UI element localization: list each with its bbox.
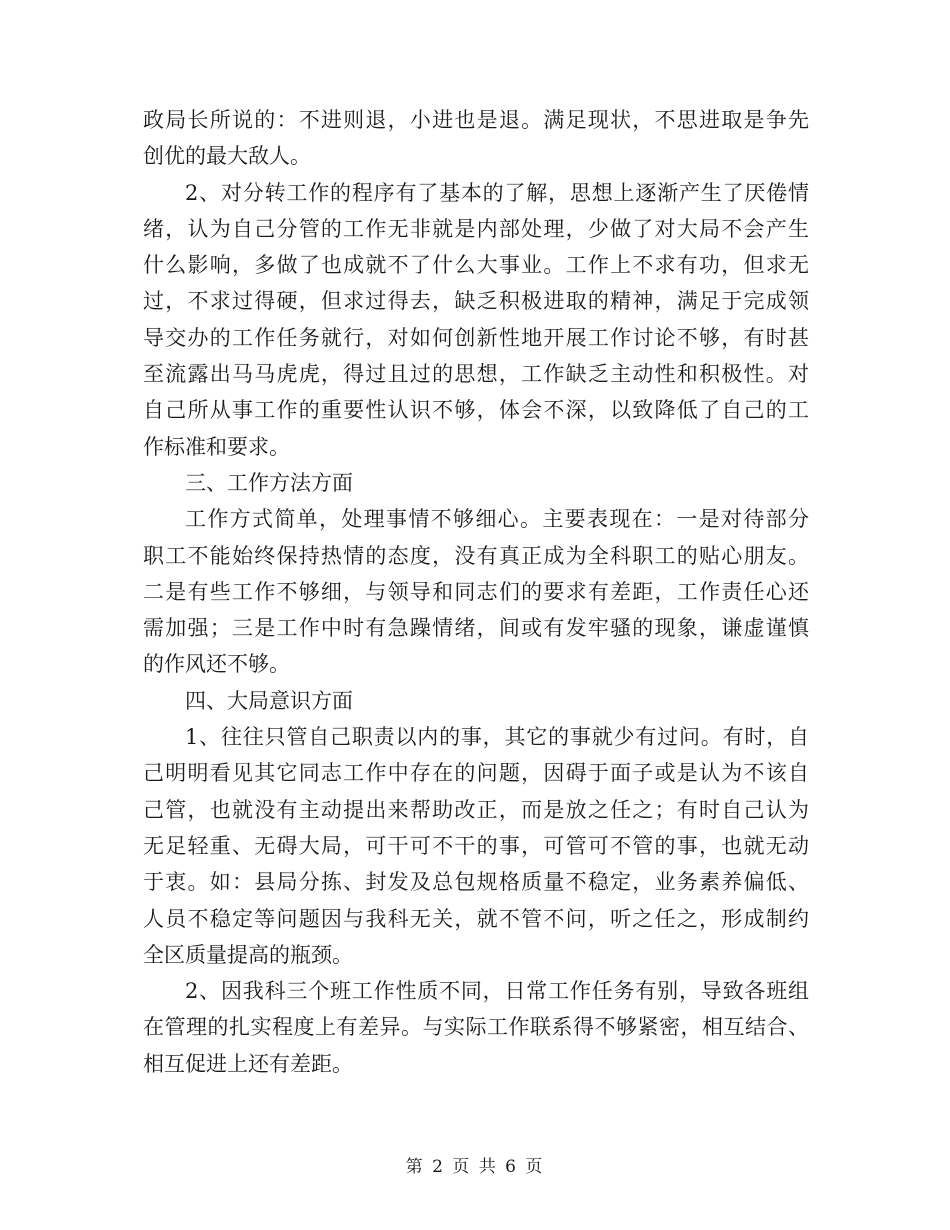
text-line: 四、大局意识方面 xyxy=(185,688,353,713)
text-line: 职工不能始终保持热情的态度，没有真正成为全科职工的贴心朋友。 xyxy=(143,543,809,568)
text-line: 己管，也就没有主动提出来帮助改正，而是放之任之；有时自己认为 xyxy=(143,797,809,822)
text-line: 己明明看见其它同志工作中存在的问题，因碍于面子或是认为不该自 xyxy=(143,761,809,786)
page-number-footer: 第 2 页 共 6 页 xyxy=(405,1157,545,1177)
text-line: 无足轻重、无碍大局，可干可不干的事，可管可不管的事，也就无动 xyxy=(143,833,809,858)
text-line: 需加强；三是工作中时有急躁情绪，间或有发牢骚的现象，谦虚谨慎 xyxy=(143,616,809,641)
text-line: 导交办的工作任务就行，对如何创新性地开展工作讨论不够，有时甚 xyxy=(143,325,809,350)
text-line: 相互促进上还有差距。 xyxy=(143,1051,353,1076)
text-line: 于衷。如：县局分拣、封发及总包规格质量不稳定，业务素养偏低、 xyxy=(143,870,809,895)
text-line: 在管理的扎实程度上有差异。与实际工作联系得不够紧密，相互结合、 xyxy=(143,1015,809,1040)
text-line: 至流露出马马虎虎，得过且过的思想，工作缺乏主动性和积极性。对 xyxy=(143,362,809,387)
text-line: 过，不求过得硬，但求过得去，缺乏积极进取的精神，满足于完成领 xyxy=(143,289,809,314)
text-line: 的作风还不够。 xyxy=(143,652,290,677)
text-line: 什么影响，多做了也成就不了什么大事业。工作上不求有功，但求无 xyxy=(143,253,809,278)
text-line: 工作方式简单，处理事情不够细心。主要表现在：一是对待部分 xyxy=(185,507,809,532)
text-line: 政局长所说的：不进则退，小进也是退。满足现状，不思进取是争先 xyxy=(143,108,809,132)
text-line: 2、对分转工作的程序有了基本的了解，思想上逐渐产生了厌倦情 xyxy=(185,180,809,205)
text-line: 作标准和要求。 xyxy=(143,434,290,459)
text-line: 自己所从事工作的重要性认识不够，体会不深，以致降低了自己的工 xyxy=(143,398,809,423)
document-body xyxy=(143,102,809,1082)
text-line: 二是有些工作不够细，与领导和同志们的要求有差距，工作责任心还 xyxy=(143,579,809,604)
text-line: 创优的最大敌人。 xyxy=(143,144,311,169)
text-line: 全区质量提高的瓶颈。 xyxy=(143,942,353,967)
text-line: 绪，认为自己分管的工作无非就是内部处理，少做了对大局不会产生 xyxy=(143,216,809,241)
text-line: 人员不稳定等问题因与我科无关，就不管不问，听之任之，形成制约 xyxy=(143,906,809,931)
text-line: 2、因我科三个班工作性质不同，日常工作任务有别，导致各班组 xyxy=(185,979,809,1004)
text-line: 三、工作方法方面 xyxy=(185,470,353,495)
text-line: 1、往往只管自己职责以内的事，其它的事就少有过问。有时，自 xyxy=(185,725,809,750)
